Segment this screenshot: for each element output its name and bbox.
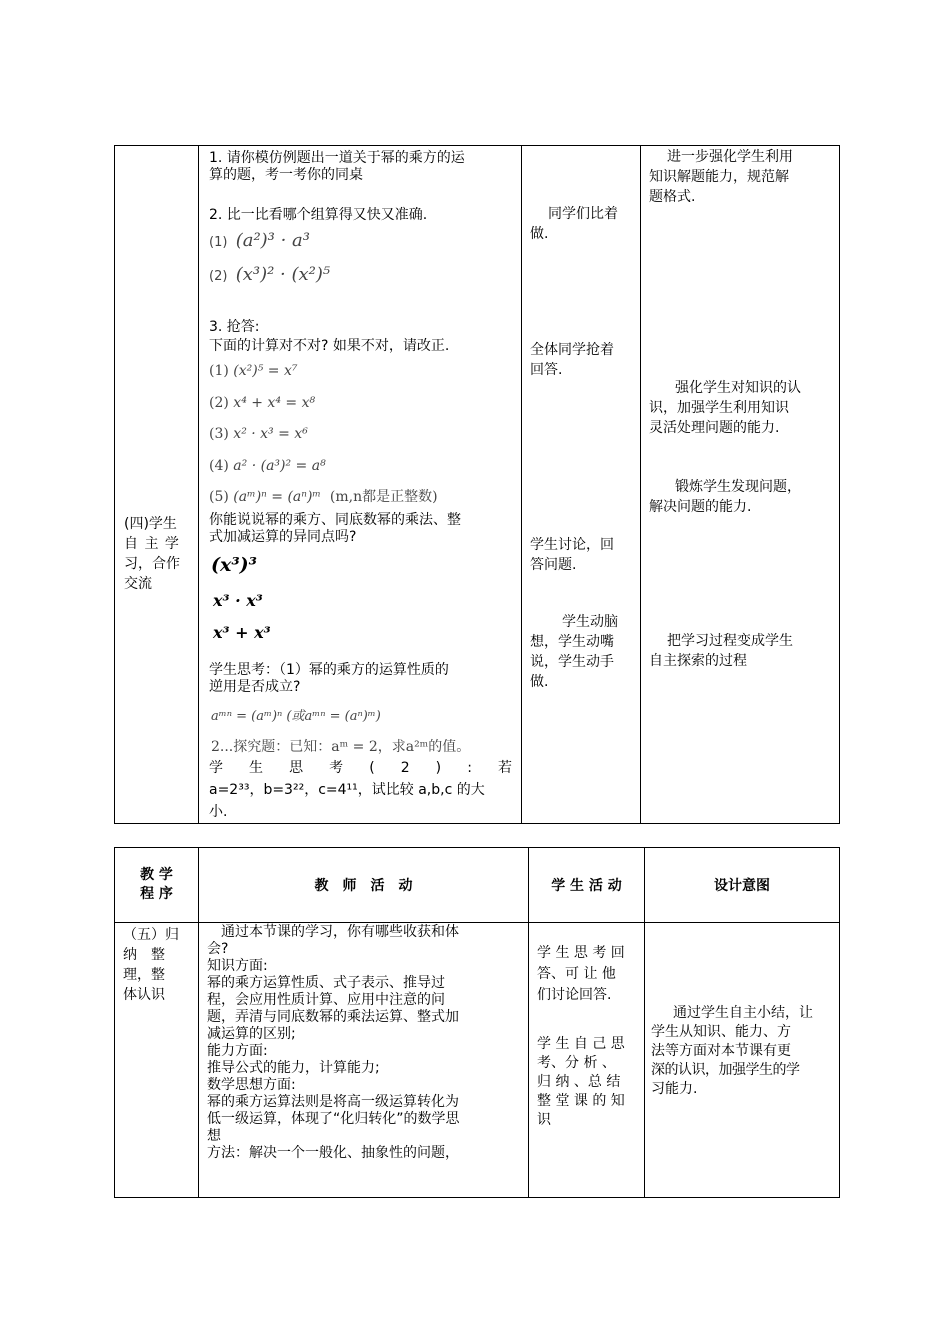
q3-item-3: (3) x² · x³ = x⁶ (209, 426, 308, 442)
q3-item-2: (2) x⁴ + x⁴ = x⁸ (209, 395, 316, 411)
design-intent-cell (641, 146, 840, 824)
student-activity-cell-5 (529, 923, 645, 1198)
student-think-2: 学 生 思 考 ( 2 ) : 若 (209, 760, 512, 776)
inverse-formula: aᵐⁿ = (aᵐ)ⁿ (或aᵐⁿ = (aⁿ)ᵐ) (211, 709, 381, 724)
header-program: 教 学 程 序 (115, 848, 199, 923)
lesson-table-section-5 (114, 847, 840, 1198)
question-3-title: 3. 抢答: (209, 319, 260, 335)
student-activity-5a: 学 生 思 考 回 答、可 让 他 们讨论回答. (537, 945, 625, 1003)
q3-item-5: (5) (aᵐ)ⁿ = (aⁿ)ᵐ (m,n都是正整数) (209, 489, 438, 505)
lesson-table-section-4 (114, 145, 840, 824)
stage-label-5: （五）归 纳 整 理，整 体认识 (123, 927, 179, 1003)
intent-4: 把学习过程变成学生 自主探索的过程 (649, 633, 793, 669)
stage-label: (四)学生 自 主 学 习，合作 交流 (124, 516, 180, 592)
student-think-2-line2: a=2³³，b=3²²，c=4¹¹，试比较 a,b,c 的大 (209, 782, 485, 798)
q2-item-1: (1) (a²)³ · a³ (209, 230, 311, 251)
student-activity-5b: 学 生 自 己 思 考、分 析 、 归 纳 、总 结 整 堂 课 的 知 识 (537, 1036, 625, 1128)
header-teacher: 教 师 活 动 (199, 848, 529, 923)
intent-2: 强化学生对知识的认 识，加强学生利用知识 灵活处理问题的能力. (649, 380, 801, 436)
stage-cell (115, 146, 199, 824)
student-activity-3: 学生讨论，回 答问题. (530, 537, 614, 573)
compare-expr-1: (x³)³ (211, 554, 257, 576)
header-student: 学 生 活 动 (529, 848, 645, 923)
intent-3: 锻炼学生发现问题， 解决问题的能力. (649, 479, 801, 515)
q3-item-4: (4) a² · (a³)² = a⁸ (209, 458, 326, 474)
stage-cell-5 (115, 923, 199, 1198)
student-think-2-line3: 小. (209, 804, 228, 820)
teacher-activity-cell-5 (199, 923, 529, 1198)
teacher-activity-cell (199, 146, 522, 824)
student-think-1: 学生思考：（1）幂的乘方的运算性质的 逆用是否成立? (209, 662, 449, 695)
compare-expr-2: x³ · x³ (213, 591, 263, 610)
question-2-title: 2. 比一比看哪个组算得又快又准确. (209, 207, 428, 223)
student-activity-1: 同学们比着 做. (530, 206, 618, 242)
q2-item-2: (2) (x³)² · (x²)⁵ (209, 264, 331, 285)
summary-text: 通过本节课的学习，你有哪些收获和体 会? 知识方面: 幂的乘方运算性质、式子表示、推导过 程，会应用性质计算、应用中注意的问 题，弄清与同底数幂的乘法运算、整式加 减运算的区别; 能力方面: 推导公式的能力，计算能力; 数学思想方面: 幂的乘方运算法则是将高一级运算转化为 低一级运算，体现了“化归转化”的数学思 想 方法：解决一个一般化、抽象性的问题， (207, 924, 460, 1161)
student-activity-cell (522, 146, 641, 824)
question-3-prompt: 下面的计算对不对? 如果不对，请改正. (209, 338, 450, 354)
intent-1: 进一步强化学生利用 知识解题能力，规范解 题格式. (649, 149, 793, 205)
header-intent: 设计意图 (645, 848, 840, 923)
compare-expr-3: x³ + x³ (213, 623, 271, 642)
design-intent-cell-5 (645, 923, 840, 1198)
student-activity-2: 全体同学抢着 回答. (530, 342, 614, 378)
question-1: 1. 请你模仿例题出一道关于幂的乘方的运 算的题，考一考你的同桌 (209, 150, 465, 183)
intent-5: 通过学生自主小结，让 学生从知识、能力、方 法等方面对本节课有更 深的认识，加强学生的学 习能力. (651, 1005, 813, 1097)
q3-item-1: (1) (x²)⁵ = x⁷ (209, 363, 298, 379)
header-row (115, 848, 840, 923)
explore-question: 2...探究题：已知：aᵐ = 2，求a²ᵐ的值。 (211, 739, 471, 755)
compare-question: 你能说说幂的乘方、同底数幂的乘法、整 式加减运算的异同点吗? (209, 512, 461, 545)
student-activity-4: 学生动脑 想，学生动嘴 说，学生动手 做. (530, 614, 618, 690)
